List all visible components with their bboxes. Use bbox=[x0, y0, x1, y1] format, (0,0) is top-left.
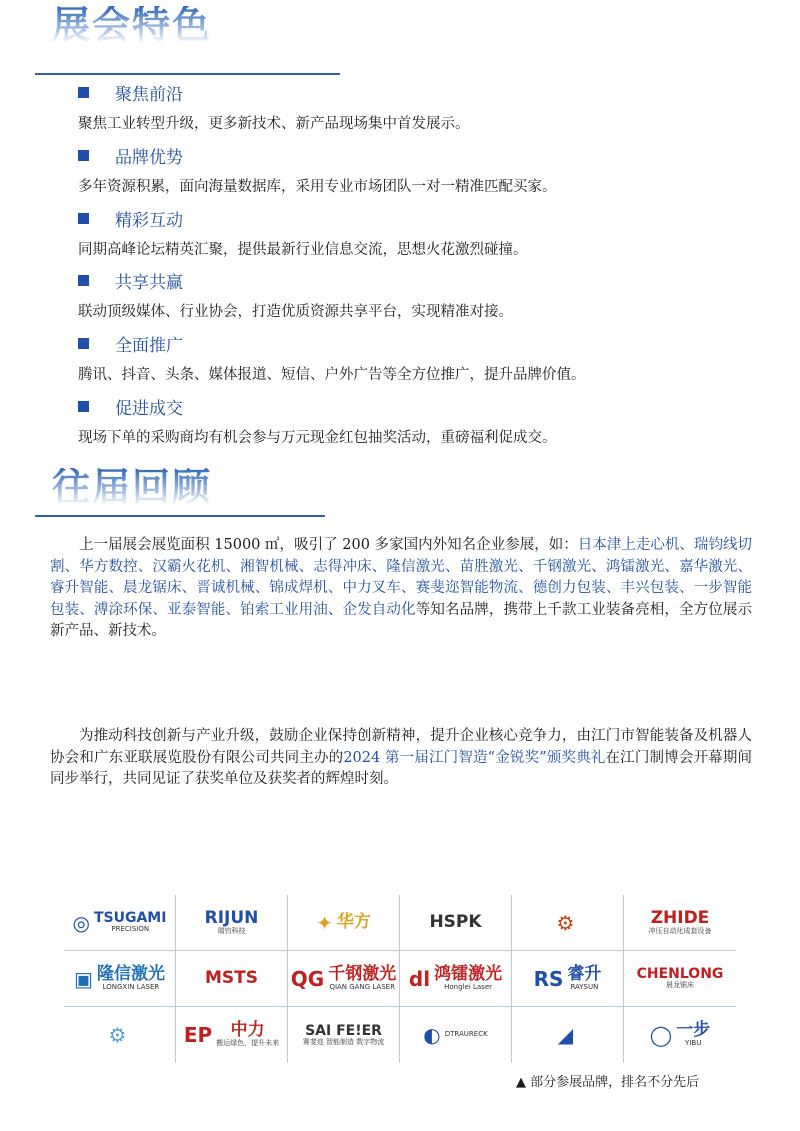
logo-text: TSUGAMI bbox=[93, 910, 167, 927]
logo-subtext: QIAN GANG LASER bbox=[329, 982, 395, 991]
logo-mark-icon: ◢ bbox=[557, 1023, 574, 1047]
logo-text: ZHIDE bbox=[650, 907, 710, 928]
logo-subtext: LONGXIN LASER bbox=[102, 982, 160, 991]
logo-text: RIJUN bbox=[204, 907, 259, 928]
square-bullet-icon bbox=[78, 401, 89, 412]
feature-title: 促进成交 bbox=[115, 398, 183, 419]
logo-caption: ▲ 部分参展品牌，排名不分先后 bbox=[516, 1075, 700, 1090]
honglei-logo bbox=[400, 951, 512, 1007]
feature-item bbox=[78, 206, 768, 261]
logo-mark-icon: dl bbox=[408, 966, 431, 991]
logo-subtext: YIBU bbox=[685, 1039, 702, 1048]
square-bullet-icon bbox=[78, 150, 89, 161]
logo-text: HSPK bbox=[429, 911, 482, 932]
feature-description: 聚焦工业转型升级，更多新技术、新产品现场集中首发展示。 bbox=[78, 116, 470, 132]
saifeier-logo bbox=[288, 1007, 400, 1063]
logo-subtext: Honglei Laser bbox=[444, 982, 493, 991]
award-event-name: 2024 第一届江门智造“金锐奖”颁奖典礼 bbox=[343, 749, 606, 766]
logo-mark-icon: ▣ bbox=[74, 966, 93, 991]
zhide-logo bbox=[624, 895, 736, 951]
square-bullet-icon bbox=[78, 338, 89, 349]
feature-item bbox=[78, 394, 768, 449]
logo-text: 华方 bbox=[336, 911, 371, 932]
feature-item bbox=[78, 143, 768, 198]
qiangang-logo bbox=[288, 951, 400, 1007]
yibu-logo bbox=[624, 1007, 736, 1063]
feature-title: 共享共赢 bbox=[115, 272, 183, 293]
review-paragraph-award bbox=[50, 726, 752, 791]
gear-brand-logo bbox=[64, 1007, 176, 1063]
feature-header bbox=[78, 206, 768, 230]
review-text: 等知名品牌，携带上千款工业装备亮相，全方位展示新产品、新技术。 bbox=[50, 601, 753, 639]
huafang-logo bbox=[288, 895, 400, 951]
logo-mark-icon: ◯ bbox=[649, 1023, 673, 1047]
logo-text: 千钢激光 bbox=[328, 963, 397, 984]
chenlong-logo bbox=[624, 951, 736, 1007]
fengxing-logo bbox=[512, 1007, 624, 1063]
feature-header bbox=[78, 80, 768, 104]
logo-text: SAI FE!ER bbox=[305, 1022, 382, 1039]
logo-mark-icon: RS bbox=[533, 966, 564, 991]
longxin-logo bbox=[64, 951, 176, 1007]
award-text: 在江门制博会开幕期间同步举行，共同见证了获奖单位及获奖者的辉煌时刻。 bbox=[50, 749, 752, 787]
raysun-logo bbox=[512, 951, 624, 1007]
logo-subtext: 赛斐迩 智能制造 数字物流 bbox=[302, 1037, 385, 1046]
ruijun-logo bbox=[176, 895, 288, 951]
logo-text: 中力 bbox=[230, 1020, 265, 1041]
feature-description: 现场下单的采购商均有机会参与万元现金红包抽奖活动，重磅福利促成交。 bbox=[78, 430, 557, 446]
feature-description: 同期高峰论坛精英汇聚，提供最新行业信息交流，思想火花激烈碰撞。 bbox=[78, 242, 528, 258]
section-title-features: 展会特色 bbox=[52, 3, 213, 47]
feature-title: 聚焦前沿 bbox=[115, 84, 183, 105]
feature-description: 多年资源积累，面向海量数据库，采用专业市场团队一对一精准匹配买家。 bbox=[78, 179, 557, 195]
logo-mark-icon: ⚙ bbox=[556, 910, 575, 935]
square-bullet-icon bbox=[78, 275, 89, 286]
logo-text: 一步 bbox=[676, 1020, 711, 1041]
brand-logo-grid bbox=[64, 895, 736, 1065]
logo-subtext: RAYSUN bbox=[570, 982, 599, 991]
logo-text: 隆信激光 bbox=[96, 963, 165, 984]
feature-item bbox=[78, 80, 768, 135]
logo-text: MSTS bbox=[204, 967, 258, 988]
logo-subtext: DTRAURECK bbox=[444, 1030, 488, 1039]
logo-mark-icon: ◐ bbox=[423, 1023, 441, 1047]
logo-subtext: 瑞钧科技 bbox=[217, 926, 246, 935]
section-rule-features bbox=[35, 73, 340, 75]
feature-title: 全面推广 bbox=[115, 335, 183, 356]
feature-title: 精彩互动 bbox=[115, 210, 183, 231]
section-rule-review bbox=[35, 515, 325, 517]
dechuangli-logo bbox=[400, 1007, 512, 1063]
feature-header bbox=[78, 331, 768, 355]
logo-subtext: 搬运绿色，提升未来 bbox=[216, 1039, 280, 1048]
tsugami-logo bbox=[64, 895, 176, 951]
award-text: 为推动科技创新与产业升级，鼓励企业保持创新精神，提升企业核心竞争力，由江门市智能装备及机器人协会和广东亚联展览股份有限公司共同主办的 bbox=[50, 728, 752, 766]
logo-subtext: PRECISION bbox=[111, 925, 150, 934]
feature-header bbox=[78, 394, 768, 418]
square-bullet-icon bbox=[78, 87, 89, 98]
msts-logo bbox=[176, 951, 288, 1007]
logo-subtext: 冲压自动化成套设备 bbox=[648, 926, 712, 935]
feature-item bbox=[78, 331, 768, 386]
feature-item bbox=[78, 268, 768, 323]
logo-text: 鸿镭激光 bbox=[434, 963, 503, 984]
xiangzhi-logo bbox=[512, 895, 624, 951]
exhibitor-brands: 日本津上走心机、瑞钧线切割、华方数控、汉霸火花机、湘智机械、志得冲床、隆信激光、苗胜激光、千钢激光、鸿镭激光、嘉华激光、睿升智能、晨龙锯床、晋诚机械、锦成焊机、中力叉车、赛斐迩智能物流、德创力包装、丰兴包装、一步智能包装、溥涂环保、亚泰智能、铂索工业用油、企发自动化 bbox=[50, 537, 752, 618]
logo-mark-icon: QG bbox=[290, 966, 325, 991]
feature-description: 腾讯、抖音、头条、媒体报道、短信、户外广告等全方位推广，提升品牌价值。 bbox=[78, 367, 586, 383]
logo-mark-icon: ◎ bbox=[72, 910, 90, 935]
logo-mark-icon: EP bbox=[183, 1023, 213, 1047]
feature-header bbox=[78, 143, 768, 167]
review-paragraph-exhibitors bbox=[50, 535, 752, 643]
feature-description: 联动顶级媒体、行业协会，打造优质资源共享平台，实现精准对接。 bbox=[78, 304, 513, 320]
section-title-review: 往届回顾 bbox=[52, 465, 213, 509]
logo-mark-icon: ✦ bbox=[316, 910, 333, 935]
square-bullet-icon bbox=[78, 213, 89, 224]
feature-header bbox=[78, 268, 768, 292]
hspk-logo bbox=[400, 895, 512, 951]
logo-text: 睿升 bbox=[567, 963, 602, 984]
logo-subtext: 晨龙锯床 bbox=[666, 981, 694, 990]
logo-mark-icon: ⚙ bbox=[108, 1023, 127, 1047]
feature-title: 品牌优势 bbox=[115, 147, 183, 168]
review-text: 上一届展会展览面积 15000 ㎡，吸引了 200 多家国内外知名企业参展，如： bbox=[79, 537, 578, 553]
logo-text: CHENLONG bbox=[636, 966, 724, 983]
zhongli-logo bbox=[176, 1007, 288, 1063]
